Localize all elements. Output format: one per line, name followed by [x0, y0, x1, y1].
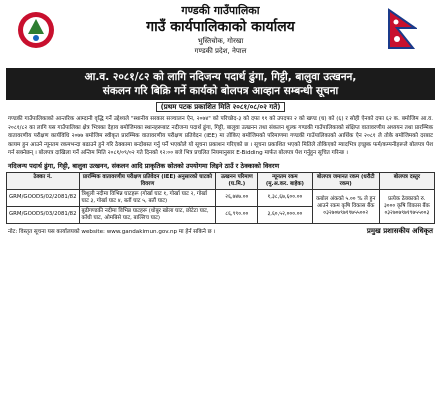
table-header-row: [7, 172, 435, 189]
col-header-fee: बोलपत्र दस्तुर: [379, 172, 434, 189]
col-header-amount: न्यूनतम रकम (मु.अ.कर. बाहेक): [258, 172, 312, 189]
office-province: गण्डकी प्रदेश, नेपाल: [194, 47, 247, 55]
col-header-deposit: बोलपत्र जमानत रकम (धरौटी रकम): [312, 172, 379, 189]
contract-no: GRM/GOODS/02/2081/82: [7, 189, 80, 206]
signatory-title: प्रमुख प्रशासकीय अधिकृत: [366, 226, 433, 235]
table-row: [7, 189, 435, 206]
nepal-emblem-icon: [16, 10, 56, 50]
publication-date: [6, 103, 435, 112]
bid-fee: प्रत्येक ठेक्काको रु. ३००० कृषि विकास बैंक ०३२७०७९७१९७५५००३: [379, 189, 434, 223]
col-header-qty: उत्खनन परिमाण (घ.मि.): [216, 172, 258, 189]
contract-table: [6, 172, 435, 224]
table-heading: नदिजन्य पदार्थ ढुंगा, गिट्टी, बालुवा उत्खनन, संकलन आदि प्राकृतिक स्रोतको उपयोगमा लिइने ठाउँ र ठेक्काको विवरण: [8, 161, 280, 170]
excavation-qty: ८६,९९०.००: [216, 206, 258, 223]
excavation-qty: २६,७४७.००: [216, 189, 258, 206]
publication-date-text: (प्रथम पटक प्रकाशित मिति २०८१/०८/०२ गते): [156, 102, 286, 112]
title-banner: [6, 68, 435, 100]
minimum-amount: ३,६०,५२,०००.००: [258, 206, 312, 223]
banner-line-1: आ.व. २०८१/८२ को लागि नदिजन्य पदार्थ ढुंगा, गिट्टी, बालुवा उत्खनन,: [84, 71, 357, 83]
minimum-amount: १,३८,६७,६००.००: [258, 189, 312, 206]
municipality-name: गण्डकी गाउँपालिका: [181, 4, 260, 17]
col-header-desc: प्रारम्भिक वातावरणीय परीक्षण प्रतिवेदन (IEE) अनुसारको घाटको विवरण: [79, 172, 216, 189]
col-header-no: ठेक्का नं.: [7, 172, 80, 189]
bid-deposit: कबोल अंकको ५.०० % ले हुन आउने रकम कृषि विकास बैंक ०३२७०७९७१९७५५००२: [312, 189, 379, 223]
contract-no: GRM/GOODS/03/2081/82: [7, 206, 80, 223]
site-description: त्रिशुली नदीमा विभिन्न घाटहरू (गोर्खा घाट १, गोर्खा घाट २, गोर्खा घाट ३, गोर्खा घाट ४, बतौं घाट ५, बतौं घाट): [79, 189, 216, 206]
nepal-flag-icon: [387, 8, 417, 50]
letterhead: [6, 4, 435, 66]
footer: [8, 227, 433, 236]
footer-note: नोट: विस्तृत सूचना यस कार्यालयको website: www.gandakimun.gov.np मा हेर्न सकिने छ ।: [8, 228, 216, 235]
site-description: बुढीगण्डकी नदीमा विभिन्न घाटहरू (धोबुर खोला घाट, छोटेटा घाट, काँधी घाट, ओमबिसे घाट, बाल्लिच घाट): [79, 206, 216, 223]
notice-body: गण्डकी गाउँपालिकाको आन्तरिक आम्दानी वृद्धि गर्ने उद्देश्यले "स्थानीय सरकार सञ्चालन ऐन, २०७४" को परिच्छेद-३ को दफा ११ को उपदफा २ को खण्ड (ध) को (६) र सोही ऐनको दफा ६२ क. बमोजिम आ.व. २०८१/८२ का लागि यस गाउँपालिका क्षेत्र भित्रका देहाय बमोजिमका स्थानहरूबाट नदीजन्य पदार्थ ढुंगा, गिट्टी, बालुवा उत्खनन तथा संकलन शुल्क गण्डकी गाउँपालिकाको संक्षिप्त वातावरणीय अध्ययन तथा प्रारम्भिक वातावरणीय परीक्षण कार्यविधि २०७७ बमोजिम स्वीकृत प्रारम्भिक वातावरणीय परीक्षण प्रतिवेदन (IEE) मा तोकिए बमोजिमको परिमाणमा गण्डकी गाउँपालिकाको आर्थिक ऐन २०८१ ले तोके बमोजिमको दरबाट कायम हुन आउने न्यूनतम रकमभन्दा बढाउने हुने गरि ठेक्कामा बन्दोबस्त गर्नु पर्ने भएकोले यो सूचना प्रकाशन गरिएको छ । सूचना प्रकाशित भएको मितिले तोकिएको म्यादभित्र इच्छुक फर्म/कम्पनीहरूले बोलपत्र पेश गर्न सक्नेछन् । बोलपत्र दाखिला गर्ने अन्तिम मिति २०८१/०९/०२ गते दिनको १२:०० बजे भित्र प्रचलित नियमानुसार E-Bidding मार्फत बोलपत्र पेश गर्नुहुन सूचित गरिन्छ ।: [8, 116, 433, 157]
office-address: भुस्तिचोक, गोरखा: [197, 37, 244, 45]
office-name: गाउँ कार्यपालिकाको कार्यालय: [146, 19, 295, 35]
banner-line-2: संकलन गरि बिक्रि गर्ने कार्यको बोलपत्र आव्हान सम्बन्धी सूचना: [102, 85, 339, 97]
